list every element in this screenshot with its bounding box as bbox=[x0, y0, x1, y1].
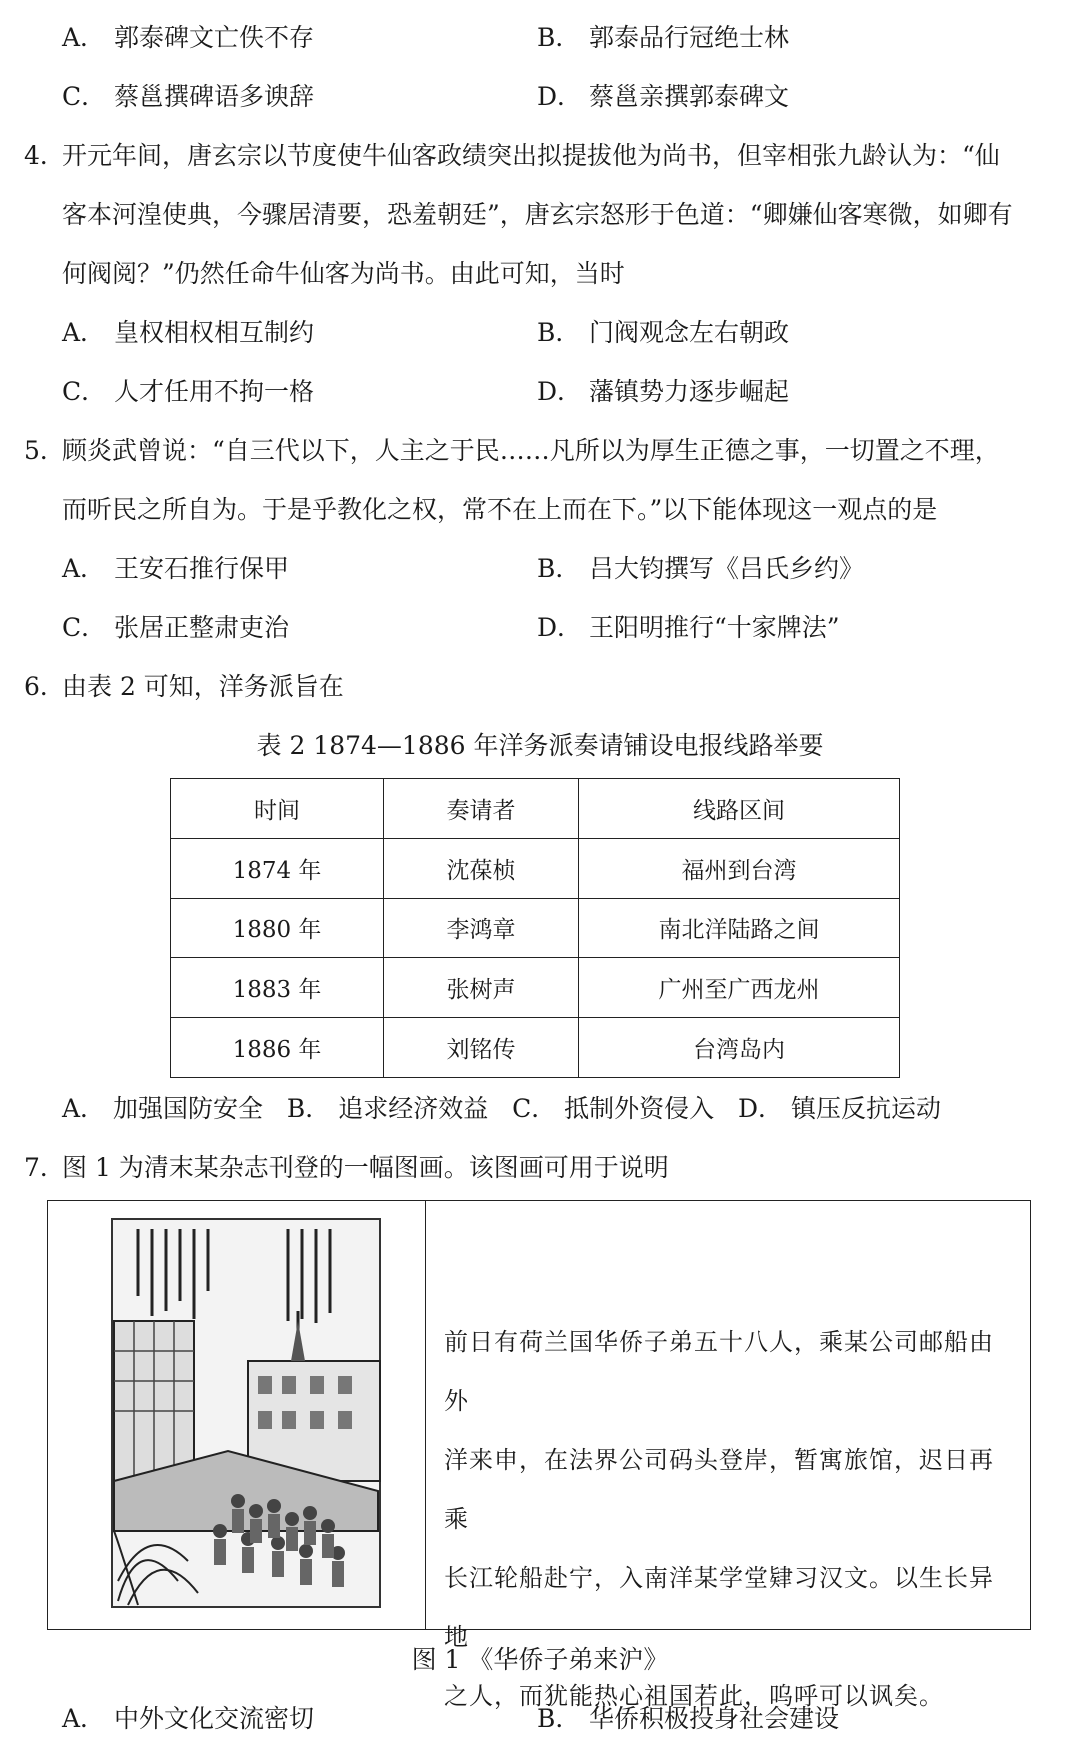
table-cell: 沈葆桢 bbox=[384, 838, 579, 898]
q5-option-a[interactable] bbox=[62, 554, 289, 584]
table-row bbox=[171, 838, 900, 898]
table-cell: 1883 年 bbox=[171, 958, 384, 1018]
option-text: 蔡邕亲撰郭泰碑文 bbox=[589, 82, 790, 111]
table-row bbox=[171, 1018, 900, 1078]
question-number: 4． bbox=[24, 141, 65, 170]
option-letter: B． bbox=[537, 318, 581, 347]
option-text: 人才任用不拘一格 bbox=[114, 377, 315, 406]
option-text: 中外文化交流密切 bbox=[114, 1704, 315, 1733]
q5-option-c[interactable] bbox=[62, 613, 289, 643]
option-letter: C． bbox=[512, 1094, 557, 1123]
option-text: 追求经济效益 bbox=[338, 1094, 489, 1123]
q3-option-b[interactable] bbox=[537, 23, 789, 53]
table-cell: 台湾岛内 bbox=[579, 1018, 900, 1078]
option-text: 皇权相权相互制约 bbox=[114, 318, 315, 347]
option-text: 吕大钧撰写《吕氏乡约》 bbox=[589, 554, 865, 583]
q5-option-d[interactable] bbox=[537, 613, 840, 643]
q4-stem-line-2: 客本河湟使典，今骤居清要，恐羞朝廷”，唐玄宗怒形于色道：“卿嫌仙客寒微，如卿有 bbox=[62, 200, 1013, 229]
q5-option-b[interactable] bbox=[537, 554, 864, 584]
q7-option-a[interactable] bbox=[62, 1704, 314, 1734]
option-letter: A． bbox=[62, 554, 106, 583]
option-text: 郭泰碑文亡佚不存 bbox=[114, 23, 315, 52]
figure-text-line: 长江轮船赴宁，入南洋某学堂肄习汉文。以生长异地 bbox=[444, 1564, 994, 1651]
table-title: 表 2 1874—1886 年洋务派奏请铺设电报线路举要 bbox=[256, 731, 824, 760]
option-letter: D． bbox=[537, 613, 583, 642]
engraving-image bbox=[48, 1201, 424, 1629]
q4-stem-text: 开元年间，唐玄宗以节度使牛仙客政绩突出拟提拔他为尚书，但宰相张九龄认为：“仙 bbox=[62, 141, 1000, 170]
option-text: 华侨积极投身社会建设 bbox=[589, 1704, 840, 1733]
figure-text-line: 之人，而犹能热心祖国若此，呜呼可以讽矣。 bbox=[444, 1682, 944, 1710]
table-cell: 广州至广西龙州 bbox=[579, 958, 900, 1018]
question-number: 6． bbox=[24, 672, 65, 701]
q4-stem-line-1 bbox=[24, 141, 1000, 171]
option-letter: C． bbox=[62, 82, 107, 111]
q7-option-b[interactable] bbox=[537, 1704, 839, 1734]
option-text: 郭泰品行冠绝士林 bbox=[589, 23, 790, 52]
table-cell: 1874 年 bbox=[171, 838, 384, 898]
option-letter: A． bbox=[62, 1094, 106, 1123]
table-cell: 1880 年 bbox=[171, 898, 384, 958]
option-letter: A． bbox=[62, 318, 106, 347]
table-cell: 南北洋陆路之间 bbox=[579, 898, 900, 958]
table-cell: 1886 年 bbox=[171, 1018, 384, 1078]
option-letter: B． bbox=[537, 1704, 581, 1733]
q3-option-a[interactable] bbox=[62, 23, 314, 53]
q4-option-c[interactable] bbox=[62, 377, 314, 407]
option-text: 藩镇势力逐步崛起 bbox=[589, 377, 790, 406]
figure-illustration bbox=[48, 1201, 426, 1629]
table-header-cell: 奏请者 bbox=[384, 779, 579, 839]
table-row bbox=[171, 898, 900, 958]
table-cell: 张树声 bbox=[384, 958, 579, 1018]
q4-option-b[interactable] bbox=[537, 318, 789, 348]
option-text: 抵制外资侵入 bbox=[564, 1094, 715, 1123]
option-text: 王阳明推行“十家牌法” bbox=[589, 613, 840, 642]
q5-stem-line-2: 而听民之所自为。于是乎教化之权，常不在上而在下。”以下能体现这一观点的是 bbox=[62, 495, 938, 524]
table-cell: 李鸿章 bbox=[384, 898, 579, 958]
q6-option-a[interactable] bbox=[62, 1094, 263, 1123]
option-letter: A． bbox=[62, 1704, 106, 1733]
option-text: 门阀观念左右朝政 bbox=[589, 318, 790, 347]
question-number: 5． bbox=[24, 436, 65, 465]
q5-stem-text: 顾炎武曾说：“自三代以下，人主之于民……凡所以为厚生正德之事，一切置之不理， bbox=[62, 436, 1000, 465]
q4-stem-line-3: 何阀阅？”仍然任命牛仙客为尚书。由此可知，当时 bbox=[62, 259, 625, 288]
option-text: 王安石推行保甲 bbox=[114, 554, 290, 583]
figure-caption: 图 1 《华侨子弟来沪》 bbox=[411, 1645, 669, 1674]
option-letter: B． bbox=[286, 1094, 331, 1123]
telegraph-table bbox=[170, 778, 900, 1078]
q6-stem bbox=[24, 672, 344, 702]
option-letter: D． bbox=[537, 82, 583, 111]
q6-stem-text: 由表 2 可知，洋务派旨在 bbox=[62, 672, 344, 701]
figure-text-line: 前日有荷兰国华侨子弟五十八人，乘某公司邮船由外 bbox=[444, 1328, 994, 1415]
q6-option-b[interactable] bbox=[287, 1094, 488, 1123]
option-letter: C． bbox=[62, 377, 107, 406]
q6-option-d[interactable] bbox=[738, 1094, 941, 1123]
table-row bbox=[171, 958, 900, 1018]
table-cell: 刘铭传 bbox=[384, 1018, 579, 1078]
table-header-cell: 时间 bbox=[171, 779, 384, 839]
table-header-cell: 线路区间 bbox=[579, 779, 900, 839]
option-text: 张居正整肃吏治 bbox=[114, 613, 290, 642]
option-letter: C． bbox=[62, 613, 107, 642]
table-header-row bbox=[171, 779, 900, 839]
option-letter: A． bbox=[62, 23, 106, 52]
option-letter: B． bbox=[537, 23, 581, 52]
q4-option-d[interactable] bbox=[537, 377, 789, 407]
option-letter: B． bbox=[537, 554, 581, 583]
table-cell: 福州到台湾 bbox=[579, 838, 900, 898]
option-text: 蔡邕撰碑语多谀辞 bbox=[114, 82, 315, 111]
q7-stem-text: 图 1 为清末某杂志刊登的一幅图画。该图画可用于说明 bbox=[62, 1153, 669, 1182]
figure-text-line: 洋来申，在法界公司码头登岸，暂寓旅馆，迟日再乘 bbox=[444, 1446, 994, 1533]
option-letter: D． bbox=[738, 1094, 784, 1123]
q7-stem bbox=[24, 1153, 669, 1183]
q6-option-c[interactable] bbox=[512, 1094, 714, 1123]
option-letter: D． bbox=[537, 377, 583, 406]
q3-option-c[interactable] bbox=[62, 82, 314, 112]
option-text: 加强国防安全 bbox=[113, 1094, 264, 1123]
q5-stem-line-1 bbox=[24, 436, 1000, 466]
option-text: 镇压反抗运动 bbox=[791, 1094, 942, 1123]
question-number: 7． bbox=[24, 1153, 65, 1182]
q6-options-row bbox=[62, 1094, 941, 1124]
q3-option-d[interactable] bbox=[537, 82, 789, 112]
q4-option-a[interactable] bbox=[62, 318, 314, 348]
